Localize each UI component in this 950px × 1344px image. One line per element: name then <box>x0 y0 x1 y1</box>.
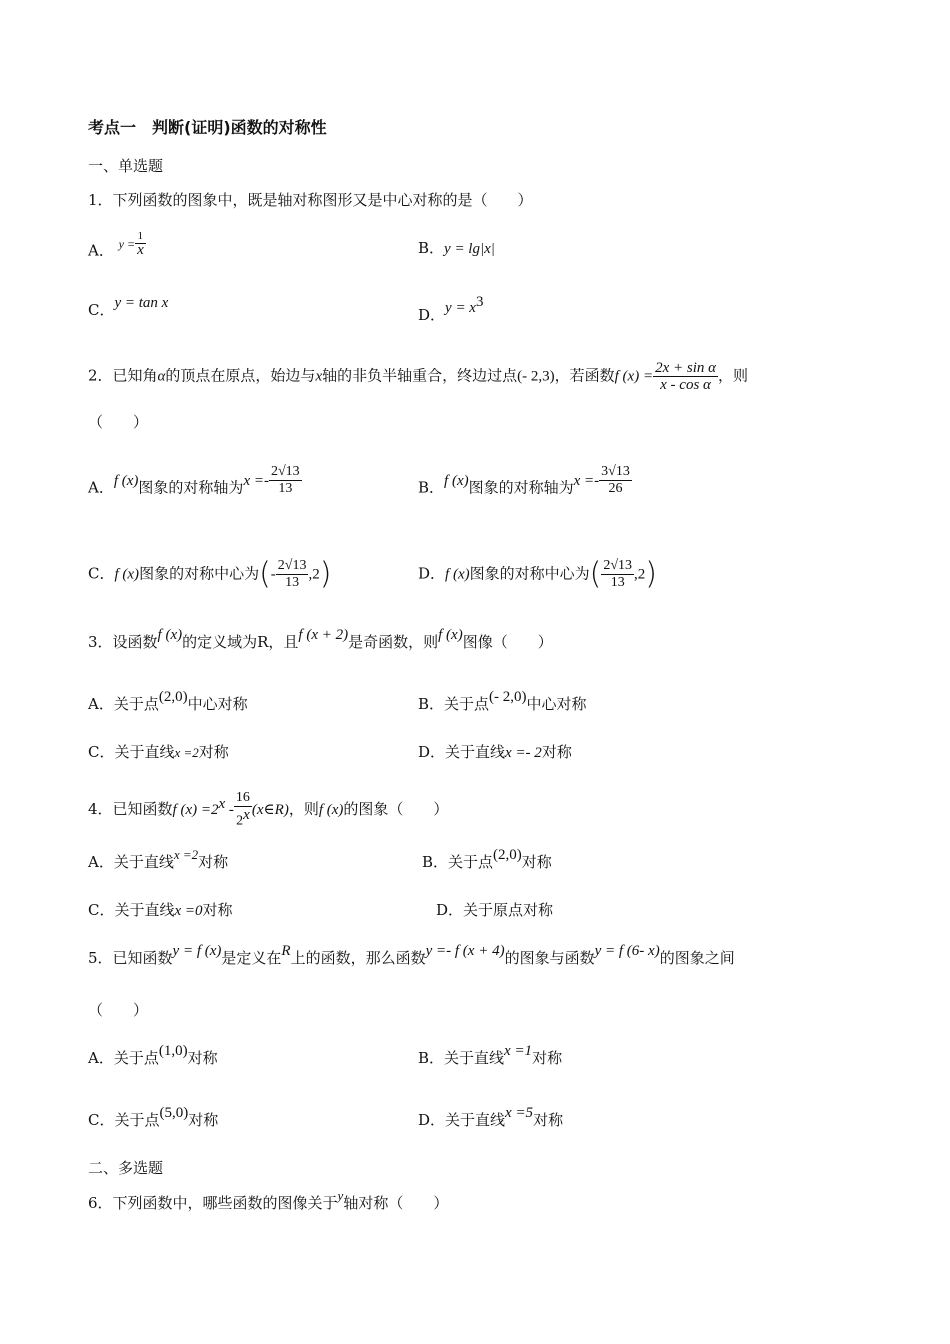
q1-option-b: B．y = lg|x| <box>418 239 495 257</box>
q5-answer-paren: （ ） <box>88 1001 149 1019</box>
q4-option-d: D．关于原点对称 <box>436 901 554 919</box>
q6-stem: 6．下列函数中，哪些函数的图像关于y轴对称（ ） <box>88 1188 449 1212</box>
q4-option-a: A．关于直线x =2对称 <box>88 847 229 871</box>
q1-option-c: C．y = tan x <box>88 295 169 319</box>
section-title: 考点一 判断(证明)函数的对称性 <box>88 118 327 137</box>
part-heading-multiple-choice: 二、多选题 <box>88 1159 164 1177</box>
q2-answer-paren: （ ） <box>88 413 149 431</box>
q5-option-a: A．关于点(1,0)对称 <box>88 1043 218 1067</box>
q3-option-a: A．关于点(2,0)中心对称 <box>88 689 248 713</box>
q2-option-d: D．f (x)图象的对称中心为( $\frac{2√13}{13}$ ,2) <box>418 556 657 592</box>
q1-stem: 1．下列函数的图象中，既是轴对称图形又是中心对称的是（ ） <box>88 191 533 209</box>
q3-stem: 3．设函数f (x)的定义域为R，且f (x + 2)是奇函数，则f (x)图像（ ） <box>88 627 553 651</box>
part-heading-single-choice: 一、单选题 <box>88 157 164 175</box>
q4-stem: 4．已知函数f $(x) =2^x$ - $\frac{16}{2^x}$ (x∈R)，则f (x)的图象（ ） <box>88 790 449 829</box>
q5-option-d: D．关于直线x =5对称 <box>418 1105 564 1129</box>
q4-option-b: B．关于点(2,0)对称 <box>422 847 552 871</box>
q5-stem: 5．已知函数y = f (x)是定义在R上的函数，那么函数y =- f (x + 4)的图象与函数y = f (6- x)的图象之间 <box>88 943 735 967</box>
q2-option-b: B．f (x)图象的对称轴为x =- $\frac{3√13}{26}$ <box>418 464 630 497</box>
q5-option-c: C．关于点(5,0)对称 <box>88 1105 219 1129</box>
q1-option-a: A． $^{y =}$ $\frac{1}{x}$ <box>88 230 144 260</box>
q3-option-b: B．关于点(- 2,0)中心对称 <box>418 689 587 713</box>
q2-stem: 2．已知角α的顶点在原点，始边与x轴的非负半轴重合，终边过点(- 2,3)，若函数f (x) = $\frac{\text{2x + sin α}}{\text{x - cos α}}$ ，则 <box>88 360 749 393</box>
q3-option-c: C．关于直线x =2对称 <box>88 743 229 761</box>
q2-option-c: C．f (x)图象的对称中心为(- $\frac{2√13}{13}$ ,2) <box>88 556 332 592</box>
q5-option-b: B．关于直线x =1对称 <box>418 1043 563 1067</box>
q1-option-d: D．$y = x^3$ <box>418 294 484 324</box>
q2-option-a: A．f (x)图象的对称轴为x =- $\frac{2√13}{13}$ <box>88 464 300 497</box>
q3-option-d: D．关于直线x =- 2对称 <box>418 743 572 761</box>
q4-option-c: C．关于直线x =0对称 <box>88 901 233 919</box>
